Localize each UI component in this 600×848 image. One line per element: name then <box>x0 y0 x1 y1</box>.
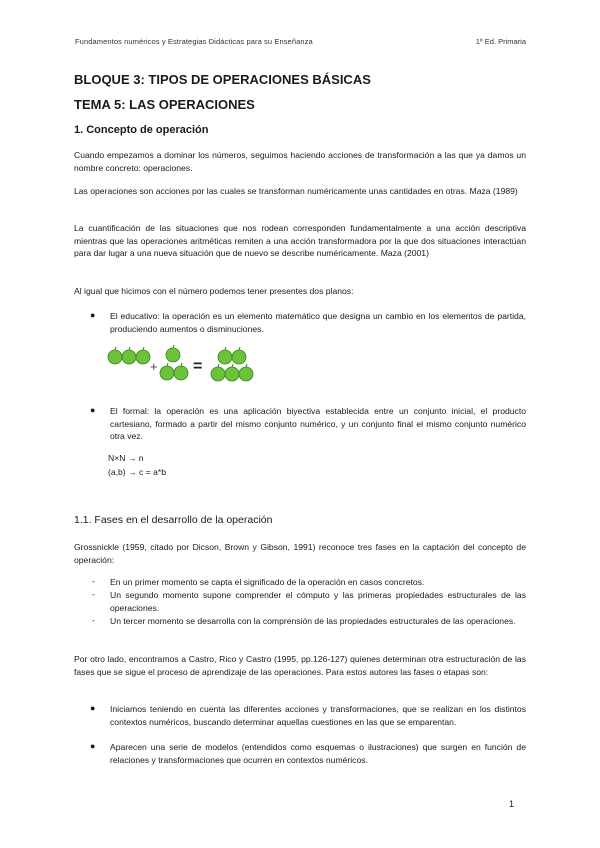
equals-sign: = <box>193 358 203 375</box>
stage-item: Aparecen una serie de modelos (entendidos como esquemas o ilustraciones) que surgen en función de relaciones y transformaciones que ocurren en contextos numéricos. <box>110 742 526 765</box>
apple-icon <box>160 345 188 380</box>
header-course-level: 1º Ed. Primaria <box>475 37 526 46</box>
header-course-title: Fundamentos numéricos y Estrategias Didácticas para su Enseñanza <box>75 37 313 46</box>
dash-marker: - <box>92 615 95 625</box>
page-number: 1 <box>508 799 514 809</box>
subsection-title: 1.1. Fases en el desarrollo de la operación <box>74 514 273 526</box>
paragraph-quantification: La cuantificación de las situaciones que nos rodean corresponden fundamentalmente a una acción descriptiva mientras que las operaciones aritméticas remiten a una acción transformadora por la que dos situaciones interactúan para dar lugar a una nueva situación que de nuevo se describe numéricamente. Maza (2001) <box>74 223 526 259</box>
phase-item: Un segundo momento supone comprender el cómputo y las primeras propiedades estructurales de las operaciones. <box>110 590 526 613</box>
section-title: 1. Concepto de operación <box>74 124 209 136</box>
phase-item: Un tercer momento se desarrolla con la comprensión de las propiedades estructurales de las operaciones. <box>110 616 516 626</box>
bullet-marker: ● <box>90 741 96 751</box>
apple-icon <box>211 347 253 381</box>
apples-addition-illustration <box>105 345 270 387</box>
plane-formal: El formal: la operación es una aplicación biyectiva establecida entre un conjunto inicial, el producto cartesiano, formado a partir del mismo conjunto numérico, y un conjunto final el mismo conjunto numérico otra vez. <box>110 406 526 442</box>
bullet-marker: ● <box>90 310 96 320</box>
bullet-marker: ● <box>90 405 96 415</box>
paragraph-intro: Cuando empezamos a dominar los números, seguimos haciendo acciones de transformación a las que ya damos un nombre concreto: operaciones. <box>74 150 526 173</box>
block-title: BLOQUE 3: TIPOS DE OPERACIONES BÁSICAS <box>74 72 371 87</box>
paragraph-planes-intro: Al igual que hicimos con el número podemos tener presentes dos planos: <box>74 286 354 296</box>
phase-item: En un primer momento se capta el significado de la operación en casos concretos. <box>110 577 425 587</box>
paragraph-definition: Las operaciones son acciones por las cuales se transforman numéricamente unas cantidades en otras. Maza (1989) <box>74 186 518 196</box>
plane-educational: El educativo: la operación es un elemento matemático que designa un cambio en los elementos de partida, produciendo aumentos o disminuciones. <box>110 311 526 334</box>
paragraph-castro: Por otro lado, encontramos a Castro, Rico y Castro (1995, pp.126-127) quienes determinan otra estructuración de las fases que se sigue el proceso de aprendizaje de las operaciones. Para estos autores las fases o etapas son: <box>74 654 526 677</box>
topic-title: TEMA 5: LAS OPERACIONES <box>74 97 255 112</box>
plus-sign: + <box>150 359 158 374</box>
formula-line: N×N → n <box>108 453 144 463</box>
apple-icon <box>108 347 150 364</box>
bullet-marker: ● <box>90 703 96 713</box>
formula-line: (a,b) → c = a*b <box>108 467 167 477</box>
dash-marker: - <box>92 589 95 599</box>
stage-item: Iniciamos teniendo en cuenta las diferentes acciones y transformaciones, que se realizan en los distintos contextos numéricos, buscando determinar aquellas cuestiones en las que se emparentan. <box>110 704 526 727</box>
paragraph-grossnickle: Grossnickle (1959, citado por Dicson, Brown y Gibson, 1991) reconoce tres fases en la captación del concepto de operación: <box>74 542 526 565</box>
dash-marker: - <box>92 576 95 586</box>
